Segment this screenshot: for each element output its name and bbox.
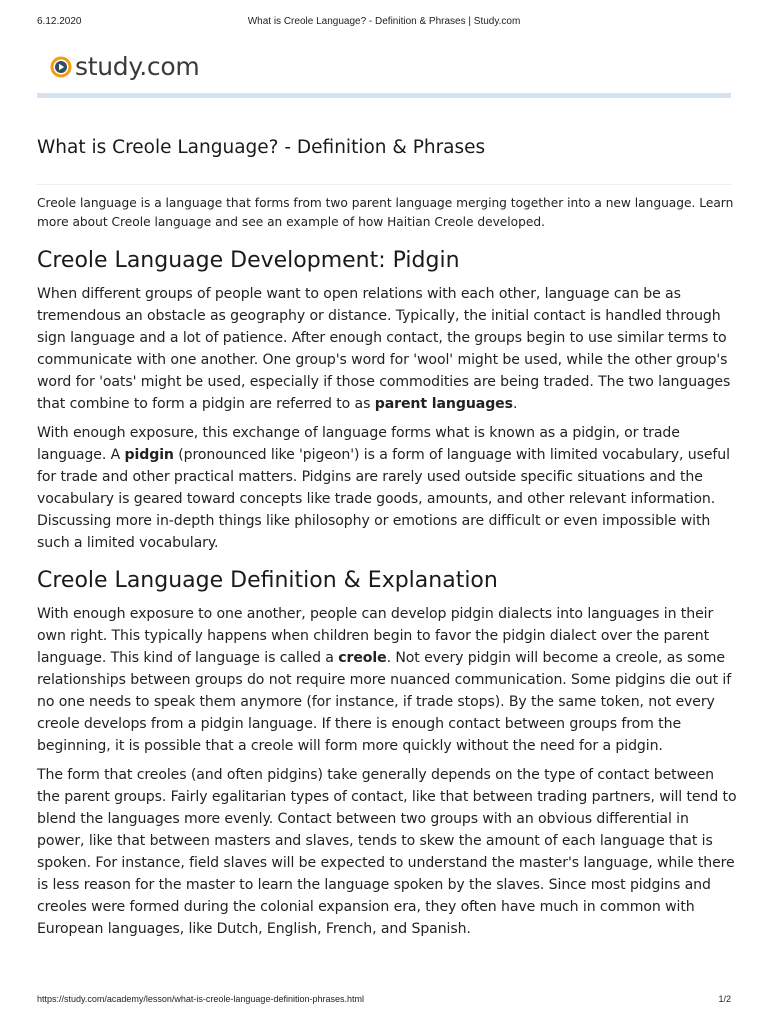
- bold-term: pidgin: [124, 447, 174, 463]
- title-divider: [37, 184, 731, 185]
- section-heading: Creole Language Definition & Explanation: [37, 568, 498, 593]
- print-header: [37, 16, 731, 30]
- paragraph: The form that creoles (and often pidgins) take generally depends on the type of contact between the parent groups. Fairly egalitarian types of contact, like that between trading partners, will tend to blend the languages more evenly. Contact between two groups with an obvious differential in power, like that between masters and slaves, tends to skew the amount of each language that is spoken. For instance, field slaves will be expected to understand the master's language, while there is less reason for the master to learn the language spoken by the slaves. Since most pidgins and creoles were formed during the colonial expansion era, they often have much in common with European languages, like Dutch, English, French, and Spanish.: [37, 767, 737, 937]
- paragraph: With enough exposure to one another, people can develop pidgin dialects into languages in their own right. This typically happens when children begin to favor the pidgin dialect over the parent language. This kind of language is called a creole. Not every pidgin will become a creole, as some relationships between groups do not require more nuanced communication. Some pidgins die out if no one needs to speak them anymore (for instance, if trade stops). By the same token, not every creole develops from a pidgin language. If there is enough contact between groups from the beginning, it is possible that a creole will form more quickly without the need for a pidgin.: [37, 606, 732, 754]
- page-url: https://study.com/academy/lesson/what-is-creole-language-definition-phrases.html: [37, 994, 364, 1004]
- page-number: 1/2: [718, 994, 731, 1004]
- print-page-title: What is Creole Language? - Definition & Phrases | Study.com: [247, 16, 521, 27]
- bold-term: parent languages: [374, 396, 513, 412]
- bold-term: creole: [338, 650, 387, 666]
- article-body: [37, 246, 738, 940]
- article-title: What is Creole Language? - Definition & Phrases: [37, 137, 486, 158]
- section-heading: Creole Language Development: Pidgin: [37, 248, 460, 273]
- header-divider: [37, 93, 731, 98]
- print-footer: [37, 994, 731, 1008]
- play-circle-icon: [50, 56, 72, 78]
- paragraph: When different groups of people want to open relations with each other, language can be as tremendous an obstacle as geography or distance. Typically, the initial contact is handled through sign language and a lot of patience. After enough contact, the groups begin to use similar terms to communicate with one another. One group's word for 'wool' might be used, while the other group's word for 'oats' might be used, especially if those commodities are being traded. The two languages that combine to form a pidgin are referred to as parent languages.: [37, 286, 731, 412]
- study-logo[interactable]: [50, 50, 199, 84]
- paragraph: With enough exposure, this exchange of language forms what is known as a pidgin, or trade language. A pidgin (pronounced like 'pigeon') is a form of language with limited vocabulary, useful for trade and other practical matters. Pidgins are rarely used outside specific situations and the vocabulary is geared toward concepts like trade goods, amounts, and other relevant information. Discussing more in-depth things like philosophy or emotions are difficult or even impossible with such a limited vocabulary.: [37, 425, 730, 551]
- logo-wordmark: study.com: [75, 52, 200, 81]
- article-summary: Creole language is a language that forms from two parent language merging together into a new language. Learn more about Creole language and see an example of how Haitian Creole developed.: [37, 196, 734, 229]
- print-date: 6.12.2020: [37, 16, 82, 27]
